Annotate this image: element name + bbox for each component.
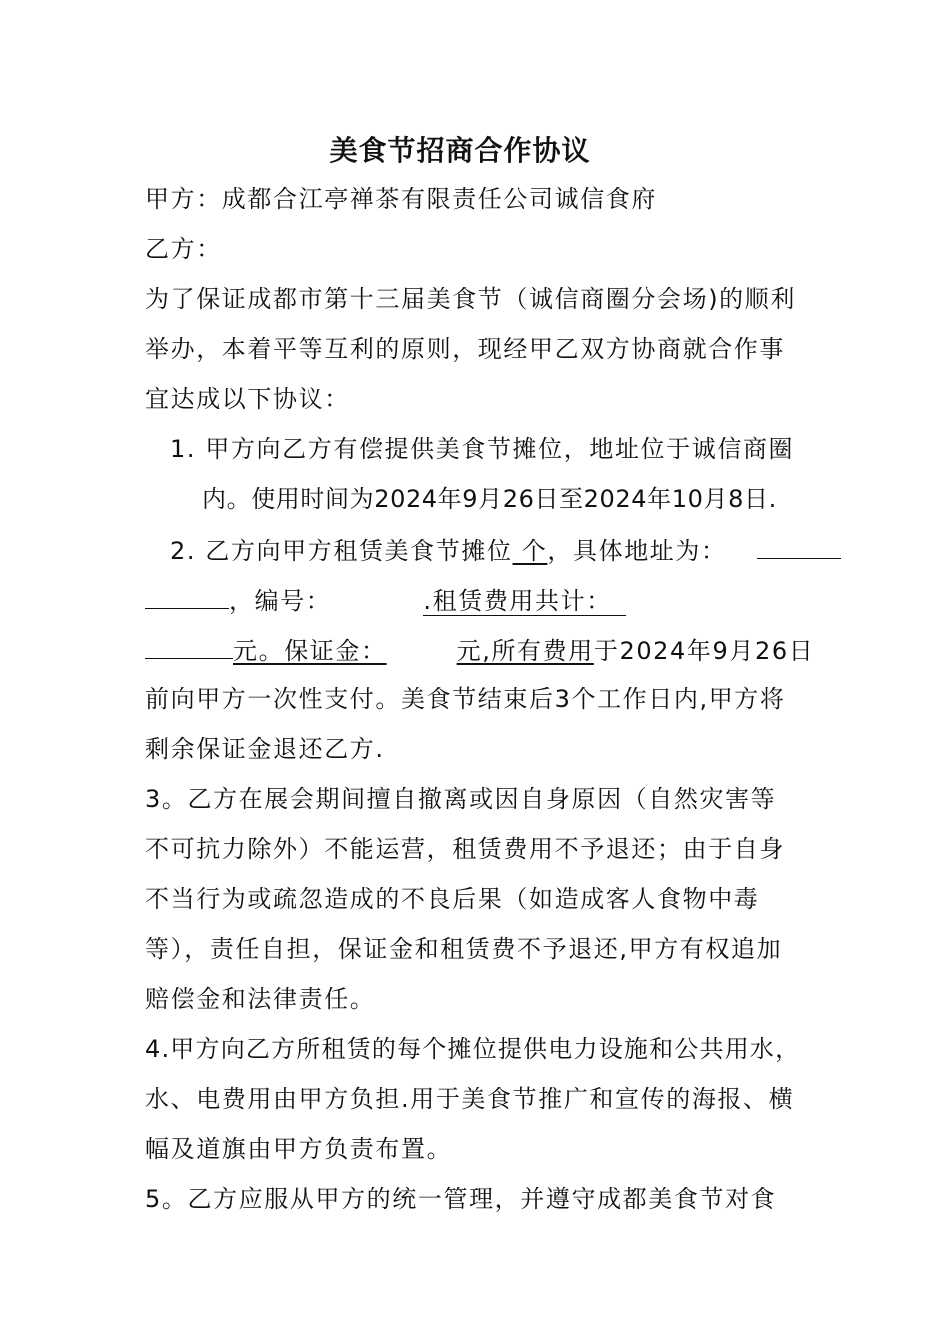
clause-2-line-4: 前向甲方一次性支付。美食节结束后3个工作日内,甲方将 xyxy=(145,685,786,713)
clause-2-number: 2. xyxy=(170,537,197,565)
clause-1-line-2: 内。使用时间为2024年9月26日至2024年10月8日. xyxy=(202,485,777,513)
clause-3-line-2: 不可抗力除外）不能运营，租赁费用不予退还；由于自身 xyxy=(145,835,785,863)
clause-3-line-4: 等），责任自担，保证金和租赁费不予退还,甲方有权追加 xyxy=(145,935,783,963)
clause-2-line-3 xyxy=(145,634,814,666)
clause-4-line-1: 4.甲方向乙方所租赁的每个摊位提供电力设施和公共用水， xyxy=(145,1035,801,1063)
clause-5-line-1: 5。乙方应服从甲方的统一管理，并遵守成都美食节对食 xyxy=(145,1185,777,1213)
party-b-line: 乙方： xyxy=(145,235,222,263)
clause-2-text-7: 于2024年9月26日 xyxy=(593,637,815,665)
clause-2-line-5: 剩余保证金退还乙方. xyxy=(145,735,385,763)
clause-1-text-1: 甲方向乙方有偿提供美食节摊位，地址位于诚信商圈 xyxy=(205,435,795,463)
address-blank xyxy=(757,534,841,559)
clause-3-line-3: 不当行为或疏忽造成的不良后果（如造成客人食物中毒 xyxy=(145,885,760,913)
document-title: 美食节招商合作协议 xyxy=(329,134,591,167)
intro-line-3: 宜达成以下协议： xyxy=(145,385,350,413)
clause-2-line-2 xyxy=(145,584,626,616)
address-blank-cont xyxy=(145,584,229,609)
intro-line-2: 举办，本着平等互利的原则，现经甲乙双方协商就合作事 xyxy=(145,335,785,363)
clause-1-number: 1. xyxy=(170,435,197,463)
clause-2-line-1 xyxy=(170,534,841,566)
stall-count-field: 个 xyxy=(512,537,548,565)
clause-2-text-5: 元。保证金： xyxy=(233,637,387,665)
clause-3-line-5: 赔偿金和法律责任。 xyxy=(145,985,376,1013)
clause-2-text-3: ，编号： xyxy=(229,587,332,615)
intro-line-1: 为了保证成都市第十三届美食节（诚信商圈分会场)的顺利 xyxy=(145,285,796,313)
fee-blank xyxy=(145,634,233,659)
clause-2-text-1: 乙方向甲方租赁美食节摊位 xyxy=(205,537,513,565)
party-a-line: 甲方：成都合江亭禅茶有限责任公司诚信食府 xyxy=(145,185,657,213)
clause-4-line-2: 水、电费用由甲方负担.用于美食节推广和宣传的海报、横 xyxy=(145,1085,795,1113)
clause-2-text-4: .租赁费用共计： xyxy=(423,587,625,616)
clause-1-line-1 xyxy=(170,434,794,464)
clause-4-line-3: 幅及道旗由甲方负责布置。 xyxy=(145,1135,453,1163)
clause-3-line-1: 3。乙方在展会期间擅自撤离或因自身原因（自然灾害等 xyxy=(145,785,777,813)
clause-2-text-6: 元,所有费用 xyxy=(456,637,594,665)
clause-2-text-2: ，具体地址为： xyxy=(547,537,727,565)
